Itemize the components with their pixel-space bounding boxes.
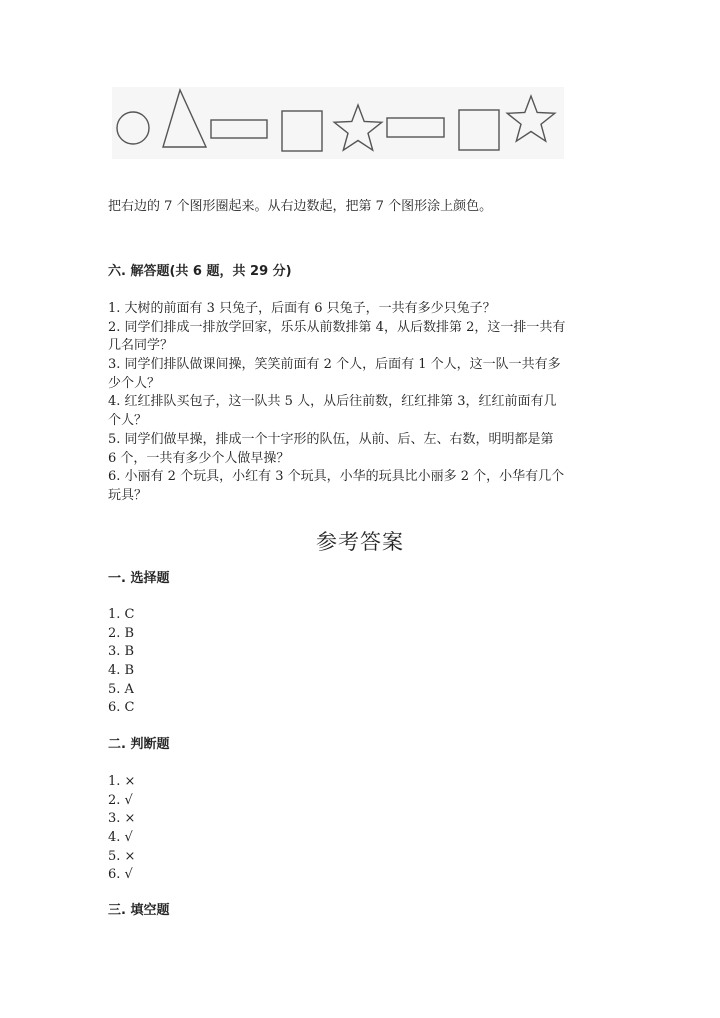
answer-item: 5. A	[108, 681, 134, 697]
question-item	[108, 319, 565, 356]
question-line: 4. 红红排队买包子，这一队共 5 人，从后往前数，红红排第 3，红红前面有几	[108, 394, 557, 410]
figure-background	[112, 87, 564, 159]
judge-answers	[108, 773, 135, 885]
question-line: 1. 大树的前面有 3 只兔子，后面有 6 只兔子，一共有多少只兔子？	[108, 301, 496, 316]
answer-item: 3. ×	[108, 811, 136, 827]
question-line: 个人？	[108, 413, 148, 429]
question-line: 2. 同学们排成一排放学回家，乐乐从前数排第 4，从后数排第 2，这一排一共有	[108, 319, 566, 335]
answer-item: 2. √	[108, 792, 133, 808]
question-line: 6. 小丽有 2 个玩具，小红有 3 个玩具，小华的玩具比小丽多 2 个，小华有几个	[108, 469, 565, 485]
question-item	[108, 300, 565, 319]
choice-answers	[108, 606, 134, 718]
answer-item: 1. ×	[108, 774, 136, 789]
question-item	[108, 468, 565, 505]
question-line: 少个人？	[108, 375, 161, 391]
question-line: 6 个，一共有多少个人做早操？	[108, 450, 290, 466]
answer-item: 6. C	[108, 700, 135, 716]
answer-item: 4. √	[108, 830, 133, 846]
answer-item: 5. ×	[108, 848, 136, 864]
answer-item: 4. B	[108, 663, 135, 679]
question-line: 3. 同学们排队做课间操，笑笑前面有 2 个人，后面有 1 个人，这一队一共有多	[108, 357, 561, 373]
choice-heading: 一. 选择题	[108, 571, 170, 586]
fill-heading: 三. 填空题	[108, 903, 170, 918]
shapes-figure	[112, 87, 564, 159]
answer-item: 6. √	[108, 867, 133, 883]
judge-heading: 二. 判断题	[108, 737, 170, 752]
question-item	[108, 393, 565, 430]
question-item	[108, 356, 565, 393]
answer-item: 1. C	[108, 607, 135, 622]
answer-item: 3. B	[108, 644, 135, 660]
question-line: 玩具？	[108, 487, 148, 503]
question-line: 5. 同学们做早操，排成一个十字形的队伍，从前、后、左、右数，明明都是第	[108, 431, 554, 447]
answers-title: 参考答案	[316, 530, 404, 554]
answer-item: 2. B	[108, 625, 135, 641]
question-list	[108, 300, 565, 506]
instruction-text: 把右边的 7 个图形圈起来。从右边数起，把第 7 个图形涂上颜色。	[108, 199, 493, 214]
question-item	[108, 431, 565, 468]
question-line: 几名同学？	[108, 338, 174, 354]
section-heading: 六. 解答题(共 6 题，共 29 分)	[108, 264, 292, 279]
